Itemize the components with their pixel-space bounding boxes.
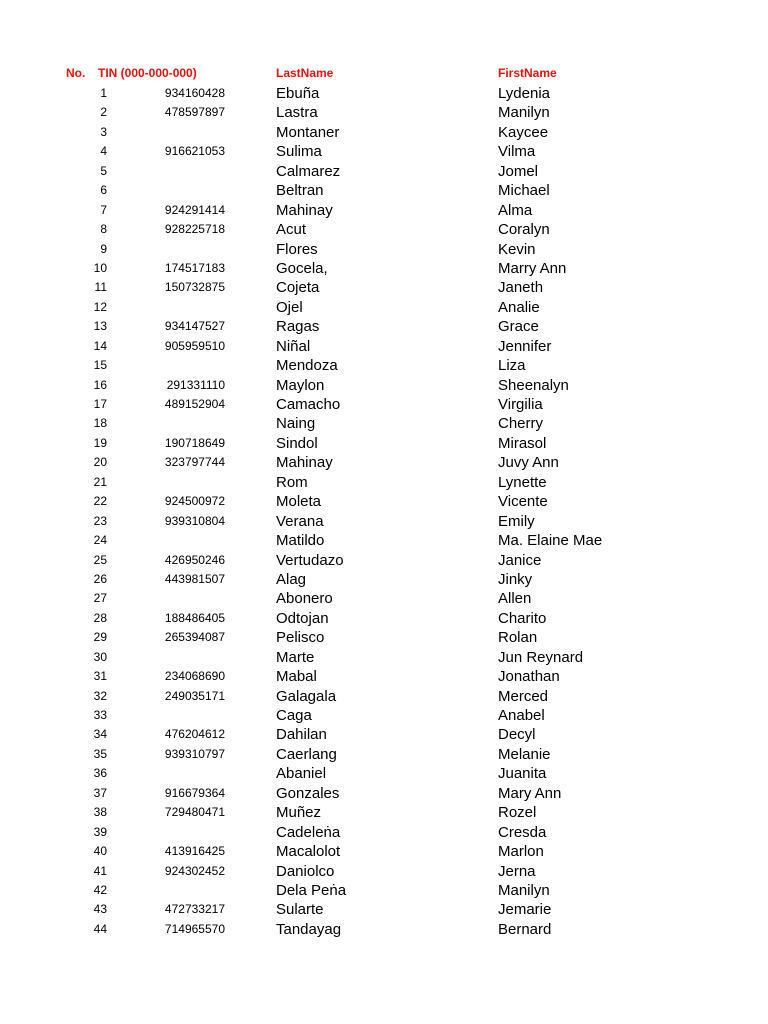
row-number: 14 [93, 338, 107, 353]
row-firstname: Marry Ann [498, 259, 567, 277]
row-firstname: Kaycee [498, 123, 549, 141]
row-firstname: Jemarie [498, 901, 552, 919]
table-row [0, 434, 768, 453]
row-firstname: Juanita [498, 765, 547, 783]
row-number: 9 [100, 241, 107, 256]
row-lastname: Mendoza [276, 357, 338, 375]
table-row [0, 220, 768, 239]
row-number: 36 [93, 766, 107, 781]
row-tin: 905959510 [164, 338, 225, 353]
row-tin: 714965570 [164, 921, 225, 936]
row-number: 30 [93, 649, 107, 664]
row-lastname: Odtojan [276, 609, 329, 627]
row-tin: 924302452 [164, 863, 225, 878]
row-lastname: Ojel [276, 298, 303, 316]
row-firstname: Alma [498, 201, 533, 219]
row-tin: 150732875 [164, 280, 225, 295]
row-firstname: Emily [498, 512, 535, 530]
table-row [0, 414, 768, 433]
row-lastname: Flores [276, 240, 318, 258]
row-lastname: Acut [276, 221, 307, 239]
table-row [0, 589, 768, 608]
row-lastname: Daniolco [276, 862, 335, 880]
table-row [0, 628, 768, 647]
row-tin: 472733217 [164, 902, 225, 917]
table-row [0, 201, 768, 220]
row-number: 24 [93, 533, 107, 548]
row-lastname: Dela Peṅa [276, 881, 347, 899]
row-lastname: Muñez [276, 804, 322, 822]
row-firstname: Rozel [498, 804, 537, 822]
row-firstname: Jun Reynard [498, 648, 584, 666]
row-number: 5 [100, 163, 107, 178]
table-row [0, 881, 768, 900]
row-number: 34 [93, 727, 107, 742]
table-row [0, 667, 768, 686]
row-firstname: Merced [498, 687, 549, 705]
table-row [0, 862, 768, 881]
row-firstname: Lynette [498, 473, 547, 491]
row-firstname: Jomel [498, 162, 539, 180]
table-body [0, 84, 768, 939]
row-firstname: Grace [498, 318, 539, 336]
row-number: 3 [100, 124, 107, 139]
row-tin: 924500972 [164, 494, 225, 509]
row-tin: 916679364 [164, 785, 225, 800]
table-row [0, 240, 768, 259]
row-lastname: Camacho [276, 396, 341, 413]
row-lastname: Naing [276, 415, 316, 433]
row-number: 37 [93, 785, 107, 800]
table-row [0, 531, 768, 550]
row-tin: 934147527 [164, 319, 225, 334]
table-row [0, 473, 768, 492]
row-lastname: Sularte [276, 901, 324, 919]
row-number: 25 [93, 552, 107, 567]
row-lastname: Niñal [276, 337, 311, 355]
row-lastname: Cadeleṅa [276, 823, 341, 841]
row-firstname: Liza [498, 357, 526, 375]
row-firstname: Lydenia [498, 85, 550, 102]
row-lastname: Marte [276, 648, 315, 666]
row-lastname: Mabal [276, 668, 317, 686]
row-firstname: Manilyn [498, 104, 550, 122]
table-row [0, 842, 768, 861]
row-firstname: Janice [498, 551, 542, 569]
header-lastname: LastName [276, 66, 334, 80]
employee-list-sheet [0, 62, 768, 939]
row-tin: 443981507 [164, 571, 225, 586]
row-firstname: Analie [498, 298, 540, 316]
row-lastname: Moleta [276, 493, 322, 511]
row-lastname: Galagala [276, 687, 337, 705]
row-number: 31 [93, 669, 107, 684]
row-firstname: Coralyn [498, 221, 550, 239]
row-number: 26 [93, 571, 107, 586]
row-tin: 291331110 [166, 377, 225, 392]
row-number: 2 [100, 105, 107, 120]
row-number: 13 [93, 319, 107, 334]
row-number: 7 [100, 202, 107, 217]
row-tin: 934160428 [164, 86, 225, 100]
row-lastname: Verana [276, 512, 324, 530]
table-row [0, 259, 768, 278]
table-row [0, 823, 768, 842]
row-number: 12 [93, 299, 107, 314]
row-firstname: Rolan [498, 629, 538, 647]
row-firstname: Michael [498, 182, 550, 200]
table-row [0, 181, 768, 200]
table-row [0, 803, 768, 822]
row-lastname: Vertudazo [276, 551, 344, 569]
row-lastname: Sulima [276, 143, 322, 161]
table-row [0, 395, 768, 414]
row-lastname: Ebuña [276, 85, 320, 102]
table-row [0, 162, 768, 181]
row-firstname: Manilyn [498, 881, 550, 899]
row-number: 44 [93, 921, 107, 936]
row-lastname: Cojeta [276, 279, 320, 297]
row-lastname: Matildo [276, 532, 325, 550]
table-row [0, 745, 768, 764]
row-firstname: Anabel [498, 707, 545, 724]
row-lastname: Sindol [276, 434, 318, 452]
table-row [0, 551, 768, 570]
row-firstname: Allen [498, 590, 532, 608]
row-tin: 174517183 [164, 260, 225, 275]
table-row [0, 609, 768, 628]
row-firstname: Sheenalyn [498, 376, 569, 394]
table-row [0, 317, 768, 336]
row-lastname: Gocela, [276, 259, 328, 277]
table-row [0, 492, 768, 511]
table-row [0, 337, 768, 356]
row-tin: 234068690 [164, 669, 225, 684]
row-number: 19 [93, 435, 107, 450]
table-row [0, 920, 768, 939]
table-row [0, 84, 768, 103]
row-number: 42 [93, 882, 107, 897]
row-number: 17 [93, 397, 107, 411]
row-number: 27 [93, 591, 107, 606]
table-row [0, 648, 768, 667]
row-firstname: Janeth [498, 279, 544, 297]
table-row [0, 278, 768, 297]
row-lastname: Montaner [276, 123, 340, 141]
row-firstname: Jennifer [498, 337, 552, 355]
row-tin: 916621053 [164, 144, 225, 159]
header-row [0, 62, 768, 84]
row-lastname: Alag [276, 570, 307, 588]
row-tin: 188486405 [164, 610, 225, 625]
row-number: 35 [93, 746, 107, 761]
row-lastname: Lastra [276, 104, 318, 122]
row-firstname: Virgilia [498, 396, 543, 413]
row-number: 16 [93, 377, 107, 392]
table-row [0, 687, 768, 706]
row-lastname: Maylon [276, 376, 325, 394]
row-firstname: Vilma [498, 143, 536, 161]
row-number: 11 [94, 280, 107, 295]
row-lastname: Abonero [276, 590, 333, 608]
row-number: 32 [93, 688, 107, 703]
row-firstname: Kevin [498, 240, 536, 258]
table-row [0, 725, 768, 744]
row-number: 28 [93, 610, 107, 625]
row-lastname: Ragas [276, 318, 320, 336]
table-row [0, 453, 768, 472]
row-firstname: Melanie [498, 745, 551, 763]
row-number: 22 [93, 494, 107, 509]
row-firstname: Vicente [498, 493, 548, 511]
table-row [0, 356, 768, 375]
table-row [0, 103, 768, 122]
row-lastname: Macalolot [276, 843, 341, 861]
table-row [0, 706, 768, 725]
row-number: 15 [93, 358, 107, 373]
row-lastname: Caerlang [276, 745, 337, 763]
row-tin: 190718649 [164, 435, 225, 450]
row-firstname: Jerna [498, 862, 536, 880]
table-row [0, 512, 768, 531]
row-lastname: Caga [276, 707, 312, 724]
row-number: 41 [93, 863, 107, 878]
row-number: 4 [100, 144, 107, 159]
row-tin: 476204612 [164, 727, 225, 742]
row-tin: 478597897 [164, 105, 225, 120]
row-number: 23 [93, 513, 107, 528]
row-firstname: Marlon [498, 843, 544, 861]
row-lastname: Gonzales [276, 784, 340, 802]
row-tin: 928225718 [164, 222, 225, 237]
table-row [0, 376, 768, 395]
row-tin: 323797744 [164, 455, 225, 470]
row-number: 40 [93, 844, 107, 859]
row-lastname: Rom [276, 473, 308, 491]
row-firstname: Juvy Ann [498, 454, 559, 472]
row-number: 43 [93, 902, 107, 917]
row-firstname: Cherry [498, 415, 544, 433]
row-lastname: Beltran [276, 182, 324, 200]
row-lastname: Pelisco [276, 629, 325, 647]
row-number: 8 [100, 222, 107, 237]
row-firstname: Bernard [498, 920, 552, 938]
row-tin: 924291414 [164, 202, 225, 217]
row-tin: 939310804 [164, 513, 225, 528]
row-lastname: Calmarez [276, 162, 341, 180]
header-firstname: FirstName [498, 66, 557, 80]
row-number: 6 [100, 183, 107, 198]
row-number: 39 [93, 824, 107, 839]
row-tin: 249035171 [164, 688, 225, 703]
row-lastname: Mahinay [276, 454, 333, 472]
row-tin: 265394087 [164, 630, 225, 645]
row-firstname: Mary Ann [498, 784, 562, 802]
row-number: 10 [93, 260, 107, 275]
row-lastname: Mahinay [276, 201, 333, 219]
table-row [0, 900, 768, 919]
row-tin: 939310797 [164, 746, 225, 761]
row-firstname: Cresda [498, 823, 547, 841]
row-firstname: Charito [498, 609, 547, 627]
row-number: 18 [93, 416, 107, 431]
row-firstname: Jinky [498, 570, 533, 588]
row-tin: 489152904 [164, 397, 225, 411]
row-number: 38 [93, 805, 107, 820]
table-row [0, 298, 768, 317]
table-row [0, 142, 768, 161]
header-no: No. [66, 66, 86, 80]
row-firstname: Mirasol [498, 434, 547, 452]
row-firstname: Decyl [498, 726, 536, 744]
row-lastname: Tandayag [276, 920, 342, 938]
row-lastname: Dahilan [276, 726, 327, 744]
row-number: 21 [93, 474, 107, 489]
row-number: 29 [93, 630, 107, 645]
row-firstname: Jonathan [498, 668, 560, 686]
table-row [0, 123, 768, 142]
row-tin: 729480471 [164, 805, 225, 820]
row-number: 20 [93, 455, 107, 470]
row-firstname: Ma. Elaine Mae [498, 532, 603, 550]
header-tin: TIN (000-000-000) [98, 66, 197, 80]
row-number: 1 [100, 86, 107, 100]
table-row [0, 764, 768, 783]
table-row [0, 570, 768, 589]
table-row [0, 784, 768, 803]
row-tin: 413916425 [164, 844, 225, 859]
row-lastname: Abaniel [276, 765, 327, 783]
row-number: 33 [93, 708, 107, 722]
row-tin: 426950246 [164, 552, 225, 567]
